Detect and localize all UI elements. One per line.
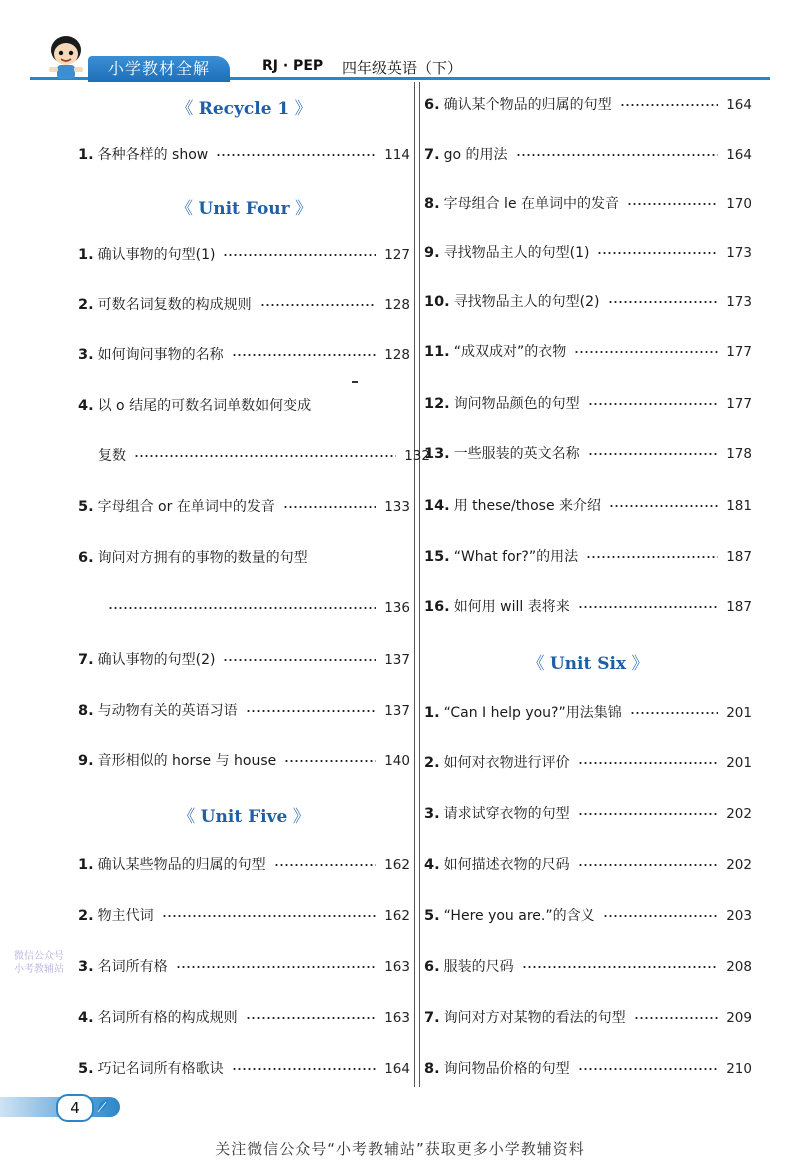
dot-leader	[578, 813, 719, 815]
dot-leader	[603, 915, 719, 917]
entry-title: 确认某些物品的归属的句型	[97, 857, 266, 873]
series-title: 小学教材全解	[88, 56, 230, 82]
toc-entry[interactable]	[424, 241, 752, 265]
dot-leader	[620, 104, 719, 106]
section-heading-text: Unit Six	[549, 654, 627, 674]
entry-number: 4.	[78, 1010, 94, 1026]
entry-number: 6.	[424, 959, 440, 975]
toc-entry[interactable]	[78, 293, 410, 317]
entry-title: 如何询问事物的名称	[97, 347, 224, 363]
entry-number: 1.	[78, 247, 94, 263]
column-divider	[414, 82, 420, 1087]
entry-title: 字母组合 or 在单词中的发音	[97, 499, 275, 515]
toc-entry[interactable]	[78, 394, 410, 418]
entry-page: 133	[384, 499, 410, 515]
toc-entry[interactable]	[78, 853, 410, 877]
entry-title: 询问对方拥有的事物的数量的句型	[97, 550, 308, 566]
entry-page: 136	[384, 600, 410, 616]
dot-leader	[574, 351, 718, 353]
toc-entry[interactable]	[424, 290, 752, 314]
entry-title: 如何对衣物进行评价	[443, 755, 570, 771]
dot-leader	[608, 301, 719, 303]
dot-leader	[609, 505, 718, 507]
watermark-line: 小考教辅站	[14, 964, 64, 975]
entry-number: 8.	[424, 196, 440, 212]
entry-number: 8.	[78, 703, 94, 719]
entry-page: 202	[726, 857, 752, 873]
entry-page: 163	[384, 1010, 410, 1026]
entry-number: 4.	[424, 857, 440, 873]
entry-title: 一些服装的英文名称	[453, 446, 580, 462]
toc-entry[interactable]	[78, 648, 410, 672]
toc-entry[interactable]	[424, 143, 752, 167]
dot-leader	[578, 762, 719, 764]
toc-entry[interactable]	[424, 340, 752, 364]
entry-title: 与动物有关的英语习语	[97, 703, 238, 719]
section-heading-unit-six: 《 Unit Six 》	[527, 654, 649, 674]
page-header	[0, 0, 800, 90]
dot-leader	[246, 710, 377, 712]
entry-number: 9.	[424, 245, 440, 261]
dot-leader	[578, 1068, 719, 1070]
dot-leader	[516, 154, 719, 156]
entry-page: 203	[726, 908, 752, 924]
dot-leader	[246, 1017, 377, 1019]
dot-leader	[232, 354, 377, 356]
dot-leader	[283, 506, 376, 508]
dot-leader	[232, 1068, 377, 1070]
entry-page: 170	[726, 196, 752, 212]
entry-page: 127	[384, 247, 410, 263]
entry-number: 4.	[78, 398, 94, 414]
edition-label: RJ · PEP	[262, 58, 324, 74]
entry-page: 210	[726, 1061, 752, 1077]
entry-page: 173	[726, 245, 752, 261]
entry-number: 1.	[78, 857, 94, 873]
entry-number: 2.	[78, 297, 94, 313]
entry-number: 5.	[424, 908, 440, 924]
entry-page: 181	[726, 498, 752, 514]
entry-title: 名词所有格的构成规则	[97, 1010, 238, 1026]
toc-entry[interactable]	[78, 749, 410, 773]
grade-subject: 四年级英语（下）	[342, 59, 463, 77]
section-heading-text: Unit Five	[200, 807, 288, 827]
dot-leader	[176, 966, 377, 968]
dot-leader	[223, 659, 376, 661]
toc-entry[interactable]	[424, 904, 752, 928]
entry-title: 各种各样的 show	[97, 147, 209, 163]
entry-number: 11.	[424, 344, 450, 360]
entry-page: 164	[726, 147, 752, 163]
entry-number: 1.	[78, 147, 94, 163]
entry-page: 201	[726, 705, 752, 721]
dot-leader	[588, 453, 719, 455]
entry-page: 208	[726, 959, 752, 975]
entry-number: 15.	[424, 549, 450, 565]
toc-entry[interactable]	[424, 955, 752, 979]
entry-number: 5.	[78, 499, 94, 515]
entry-number: 16.	[424, 599, 450, 615]
entry-page: 209	[726, 1010, 752, 1026]
toc-entry[interactable]	[424, 442, 752, 466]
entry-title: “Can I help you?”用法集锦	[443, 705, 622, 721]
entry-title: 可数名词复数的构成规则	[97, 297, 252, 313]
entry-number: 14.	[424, 498, 450, 514]
toc-entry[interactable]	[424, 1006, 752, 1030]
entry-number: 2.	[78, 908, 94, 924]
entry-page: 162	[384, 908, 410, 924]
entry-number: 13.	[424, 446, 450, 462]
toc-entry[interactable]	[424, 192, 752, 216]
entry-title: 物主代词	[97, 908, 154, 924]
dot-leader	[223, 254, 376, 256]
dot-leader	[630, 712, 718, 714]
toc-entry[interactable]	[78, 343, 410, 367]
entry-number: 7.	[78, 652, 94, 668]
toc-entry[interactable]	[424, 545, 752, 569]
entry-page: 187	[726, 549, 752, 565]
entry-title: “成双成对”的衣物	[453, 344, 567, 360]
entry-page: 201	[726, 755, 752, 771]
toc-entry[interactable]	[424, 853, 752, 877]
entry-page: 114	[384, 147, 410, 163]
dot-leader	[627, 203, 718, 205]
dot-leader	[284, 760, 376, 762]
entry-title: 询问物品颜色的句型	[453, 396, 580, 412]
entry-page: 178	[726, 446, 752, 462]
entry-number: 3.	[78, 347, 94, 363]
entry-page: 164	[384, 1061, 410, 1077]
toc-entry[interactable]	[78, 955, 410, 979]
entry-number: 9.	[78, 753, 94, 769]
toc-entry[interactable]	[424, 595, 752, 619]
entry-title: go 的用法	[443, 147, 508, 163]
entry-title: 服装的尺码	[443, 959, 514, 975]
entry-title: 以 o 结尾的可数名词单数如何变成	[97, 398, 312, 414]
entry-number: 3.	[78, 959, 94, 975]
entry-title: 请求试穿衣物的句型	[443, 806, 570, 822]
toc-entry[interactable]	[424, 1057, 752, 1081]
entry-page: 140	[384, 753, 410, 769]
entry-page: 164	[726, 97, 752, 113]
entry-title: 如何描述衣物的尺码	[443, 857, 570, 873]
entry-number: 3.	[424, 806, 440, 822]
toc-entry[interactable]	[424, 802, 752, 826]
toc-entry[interactable]	[424, 93, 752, 117]
dot-leader	[216, 154, 376, 156]
section-heading-text: Recycle 1	[198, 99, 290, 119]
watermark	[14, 950, 92, 976]
entry-title: 如何用 will 表将来	[453, 599, 570, 615]
entry-number: 6.	[424, 97, 440, 113]
entry-page: 128	[384, 297, 410, 313]
entry-page: 128	[384, 347, 410, 363]
section-heading-recycle1: 《 Recycle 1 》	[176, 99, 312, 119]
toc-entry[interactable]	[78, 243, 410, 267]
entry-page: 162	[384, 857, 410, 873]
mascot-icon	[42, 32, 90, 84]
entry-page: 132	[404, 448, 430, 464]
dot-leader	[578, 864, 719, 866]
entry-number: 10.	[424, 294, 450, 310]
section-heading-text: Unit Four	[198, 199, 290, 219]
toc-entry[interactable]	[78, 904, 410, 928]
print-mark	[352, 381, 358, 383]
dot-leader	[162, 915, 377, 917]
entry-number: 7.	[424, 1010, 440, 1026]
entry-title: 音形相似的 horse 与 house	[97, 753, 277, 769]
entry-title: 确认事物的句型(1)	[97, 247, 216, 263]
entry-title: 确认事物的句型(2)	[97, 652, 216, 668]
toc-entry[interactable]	[424, 392, 752, 416]
dot-leader	[274, 864, 377, 866]
dot-leader	[578, 606, 719, 608]
entry-title-continuation: 复数	[98, 448, 126, 464]
entry-page: 163	[384, 959, 410, 975]
entry-page: 173	[726, 294, 752, 310]
dot-leader	[586, 556, 718, 558]
dot-leader	[597, 252, 718, 254]
toc-entry[interactable]	[78, 495, 410, 519]
dot-leader	[588, 403, 719, 405]
entry-page: 202	[726, 806, 752, 822]
toc-entry[interactable]	[424, 751, 752, 775]
entry-number: 5.	[78, 1061, 94, 1077]
entry-title: 巧记名词所有格歌诀	[97, 1061, 224, 1077]
entry-title: 名词所有格	[97, 959, 168, 975]
entry-title: 用 these/those 来介绍	[453, 498, 602, 514]
dot-leader	[134, 455, 396, 457]
entry-title: 寻找物品主人的句型(2)	[453, 294, 600, 310]
entry-title: 询问对方对某物的看法的句型	[443, 1010, 626, 1026]
entry-title: “What for?”的用法	[453, 549, 579, 565]
entry-number: 12.	[424, 396, 450, 412]
entry-number: 7.	[424, 147, 440, 163]
entry-page: 137	[384, 703, 410, 719]
toc-entry[interactable]	[78, 546, 410, 570]
entry-title: 确认某个物品的归属的句型	[443, 97, 612, 113]
toc-entry[interactable]	[78, 1057, 410, 1081]
footer-note: 关注微信公众号“小考教辅站”获取更多小学教辅资料	[215, 1140, 585, 1158]
dot-leader	[108, 607, 376, 609]
toc-entry-continuation[interactable]	[78, 596, 410, 620]
entry-number: 6.	[78, 550, 94, 566]
entry-page: 177	[726, 396, 752, 412]
entry-page: 187	[726, 599, 752, 615]
dot-leader	[522, 966, 719, 968]
toc-entry[interactable]	[424, 701, 752, 725]
toc-entry-continuation[interactable]	[78, 444, 430, 468]
watermark-line: 微信公众号	[14, 951, 64, 962]
entry-number: 1.	[424, 705, 440, 721]
section-heading-unit-four: 《 Unit Four 》	[175, 199, 313, 219]
dot-leader	[260, 304, 377, 306]
toc-entry[interactable]	[78, 1006, 410, 1030]
toc-entry[interactable]	[78, 699, 410, 723]
entry-page: 137	[384, 652, 410, 668]
entry-number: 8.	[424, 1061, 440, 1077]
leaf-icon	[96, 1098, 110, 1114]
entry-title: 寻找物品主人的句型(1)	[443, 245, 590, 261]
page-number: 4	[56, 1094, 94, 1122]
entry-title: 询问物品价格的句型	[443, 1061, 570, 1077]
entry-page: 177	[726, 344, 752, 360]
toc-entry[interactable]	[78, 143, 410, 167]
toc-entry[interactable]	[424, 494, 752, 518]
entry-title: “Here you are.”的含义	[443, 908, 595, 924]
dot-leader	[634, 1017, 719, 1019]
section-heading-unit-five: 《 Unit Five 》	[178, 807, 310, 827]
entry-title: 字母组合 le 在单词中的发音	[443, 196, 620, 212]
entry-number: 2.	[424, 755, 440, 771]
